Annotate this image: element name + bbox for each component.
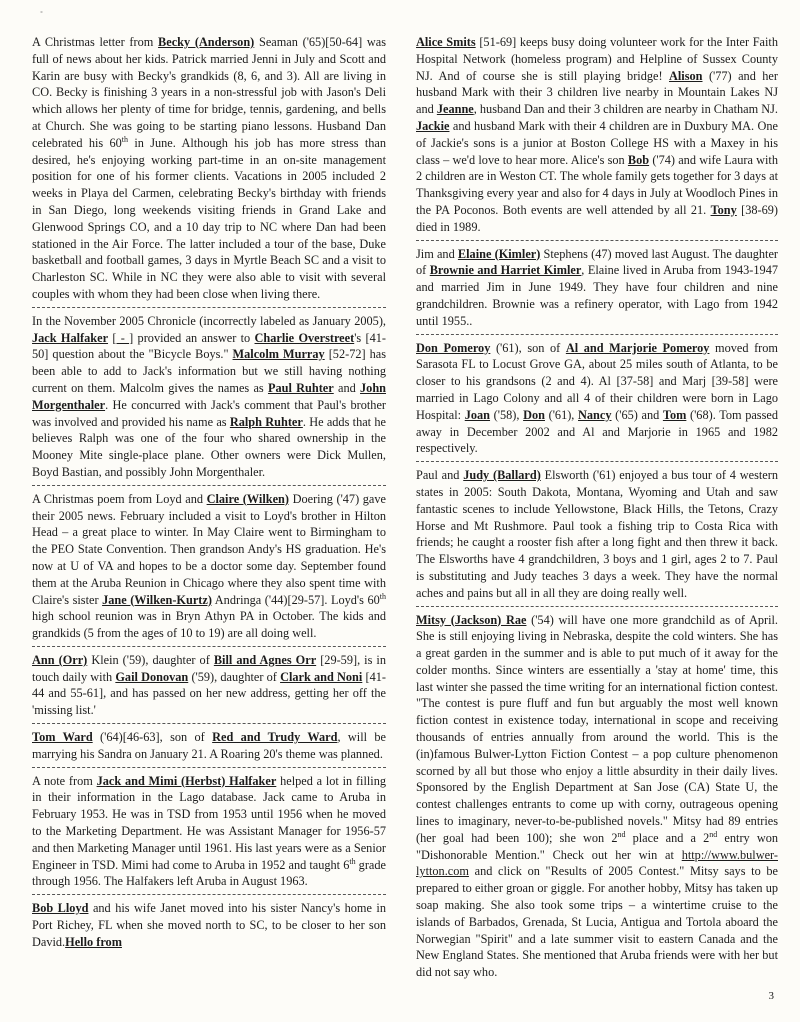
article-divider <box>416 334 778 335</box>
article-mitsy: Mitsy (Jackson) Rae ('54) will have one more grandchild as of April. She is still enjoying living in Nebraska, despite the cold winters. She has a great garden in the summer and is able to put much of it away for the colder months. Since winters are essentially a 'stay at home' time, this last winter she passed the time writing for an international fiction contest. "The contest is pure fluff and fun but arguably the most well known fiction contest in existence today, international in scope and receiving thousands of entries annually from around the world. This is the (in)famous Bulwer-Lytton Fiction Contest – a pop culture phenomenon scorned by all but those who enjoy a little absurdity in their daily lives. Sponsored by the English Department at San Jose (CA) State U, the contest challenges entrants to come up with corny, outrageous opening lines to imaginary, never-to-be-published novels." Mitsy had 89 entries (her goal had been 100); she won 2nd place and a 2nd entry won "Dishonorable Mention." Check out her win at http://www.bulwer-lytton.com and click on "Results of 2005 Contest." Mitsy says to be prepared to either groan or giggle. For another hobby, Mitsy has taken up soap making. She also took some trips – a wintertime cruise to the islands of Barbados, Grenada, St Lucia, Antigua and Tortola aboard the Norwegian "Spirit" and a late summer visit to eastern Canada and the New England States. She mentioned that Aruba friends were with her but did not say who. <box>416 612 778 980</box>
article-pomeroy: Don Pomeroy ('61), son of Al and Marjorie Pomeroy moved from Sarasota FL to Locust Grove GA, about 25 miles south of Atlanta, to be closer to his grandsons (2 and 4). Al [37-58] and Marj [39-58] were married in Lago Colony and all 4 of their children were born in Lago Hospital: Joan ('58), Don ('61), Nancy ('65) and Tom ('68). Tom passed away in December 2002 and Al and Marjorie in 1965 and 1982 respectively. <box>416 340 778 456</box>
article-divider <box>32 485 386 486</box>
article-divider <box>32 894 386 895</box>
article-ann: Ann (Orr) Klein ('59), daughter of Bill and Agnes Orr [29-59], is in touch daily with Gail Donovan ('59), daughter of Clark and Noni [41-44 and 55-61], and has passed on her new address, getting her off the 'missing list.' <box>32 652 386 718</box>
left-column <box>32 34 386 981</box>
article-becky: A Christmas letter from Becky (Anderson) Seaman ('65)[50-64] was full of news about her kids. Patrick married Jenni in July and Scott and Karin are busy with Becky's grandkids (8, 6, and 3). All are living in CO. Becky is finishing 3 years in a non-stressful job with Jason's Deli which allows her plenty of time for bridge, tennis, gardening, and bells at Church. She was going to be starting piano lessons. Husband Dan celebrated his 60th in June. Although his job has more stress than desired, he's enjoying working part-time in an on-site management position for one of his former clients. Vacations in 2005 included 2 weeks in Playa del Carmen, celebrating Becky's birthday with friends in San Diego, long weekends visiting friends in Grand Lake and Glenwood Springs CO, and a 10 day trip to NC where Dan had been stationed in the Air Force. The latter included a tour of the base, Duke basketball and football games, 3 days in Myrtle Beach SC and a visit to Charleston SC. While in NC they were also able to visit with several couples with whom they had been close when living there. <box>32 35 387 301</box>
page-number: 3 <box>768 990 774 1002</box>
article-elaine: Jim and Elaine (Kimler) Stephens (47) moved last August. The daughter of Brownie and Harriet Kimler, Elaine lived in Aruba from 1943-1947 and married Jim in June 1949. They have four children and nine grandchildren. Brownie was a refinery operator, with Lago from 1942 until 1955.. <box>416 246 779 328</box>
article-divider <box>32 307 386 308</box>
article-lloyd: Bob Lloyd and his wife Janet moved into his sister Nancy's home in Port Richey, FL when she moved north to SC, to be closer to her son David.Hello from <box>32 901 387 949</box>
columns <box>32 34 778 981</box>
corner-mark: ˚ <box>40 10 43 20</box>
article-divider <box>32 767 386 768</box>
article-divider <box>32 723 386 724</box>
article-halfaker: In the November 2005 Chronicle (incorrectly labeled as January 2005), Jack Halfaker [ - ] provided an answer to Charlie Overstreet's [41-50] question about the "Bicycle Boys." Malcolm Murray [52-72] has been able to add to Jack's information but we still having nothing current on them. Malcolm gives the names as Paul Ruhter and John Morgenthaler. He concurred with Jack's comment that Paul's brother was involved and provided his name as Ralph Ruhter. He adds that he believes Ralph was one of the four who shared ownership in the Mooney Mite single-place plane. Other owners were Dick Mullen, Boyd Bastian, and possibly John Morgenthaler. <box>32 313 387 479</box>
article-alice: Alice Smits [51-69] keeps busy doing volunteer work for the Inter Faith Hospital Network (homeless program) and Helpline of Sussex County NJ. And of course she is still playing bridge! Alison ('77) and her husband Mark with their 3 children live nearby in Mountain Lakes NJ and Jeanne, husband Dan and their 3 children are nearby in Chatham NJ. Jackie and husband Mark with their 4 children are in Duxbury MA. One of Jackie's sons is a junior at Boston College HS with a Maxey in his class – we'd love to hear more. Alice's son Bob ('74) and wife Laura with 2 children are in Weston CT. The whole family gets together for 3 days at Thanksgiving every year and also for 4 days in July at Woodloch Pines in the PA Poconos. Both events are well attended by all 21. Tony [38-69) died in 1989. <box>416 35 779 234</box>
article-divider <box>416 461 778 462</box>
article-divider <box>416 606 778 607</box>
article-divider <box>32 646 386 647</box>
article-claire: A Christmas poem from Loyd and Claire (Wilken) Doering ('47) gave their 2005 news. February included a visit to Loyd's brother in Hilton Head – a great place to winter. In May Claire went to Birmingham to the PEO State Convention. Then grandson Andy's HS graduation. He's now at U of VA and hopes to be a doctor some day. September found them at the Aruba Reunion in Chicago where they also spent time with Claire's sister Jane (Wilken-Kurtz) Andringa ('44)[29-57]. Loyd's 60th high school reunion was in Bryn Athyn PA in October. The kids and grandkids (5 from the ages of 10 to 19) are all doing well. <box>32 491 386 641</box>
article-jackmimi: A note from Jack and Mimi (Herbst) Halfaker helped a lot in filling in their information in the Lago database. Jack came to Aruba in February 1953. He was in TSD from 1953 until 1956 when he moved to the Marketing Department. He was Assistant Manager for 1956-57 and then Marketing Manager until 1961. His last years were as a Senior Engineer in TSD. Mimi had come to Aruba in 1952 and taught 6th grade through 1956. The Halfakers left Aruba in August 1963. <box>32 773 387 889</box>
right-column <box>416 34 778 981</box>
article-judy: Paul and Judy (Ballard) Elsworth ('61) enjoyed a bus tour of 4 western states in 2005: South Dakota, Montana, Wyoming and Utah and saw fantastic scenes to include Yellowstone, Black Hills, the Tetons, Crazy Horse and Mt Rushmore. Paul took a fishing trip to Costa Rica with friends; he caught a rooster fish after a long fight and then threw it back. The Elsworths have 4 grandchildren, 3 boys and 1 girl, ages 2 to 7. Paul is substituting and Judy teaches 3 days a week. They have the normal aches and pains but all in all they are doing really well. <box>416 468 778 600</box>
article-divider <box>416 240 778 241</box>
article-tom: Tom Ward ('64)[46-63], son of Red and Trudy Ward, will be marrying his Sandra on January 21. A Roaring 20's theme was planned. <box>32 730 386 761</box>
